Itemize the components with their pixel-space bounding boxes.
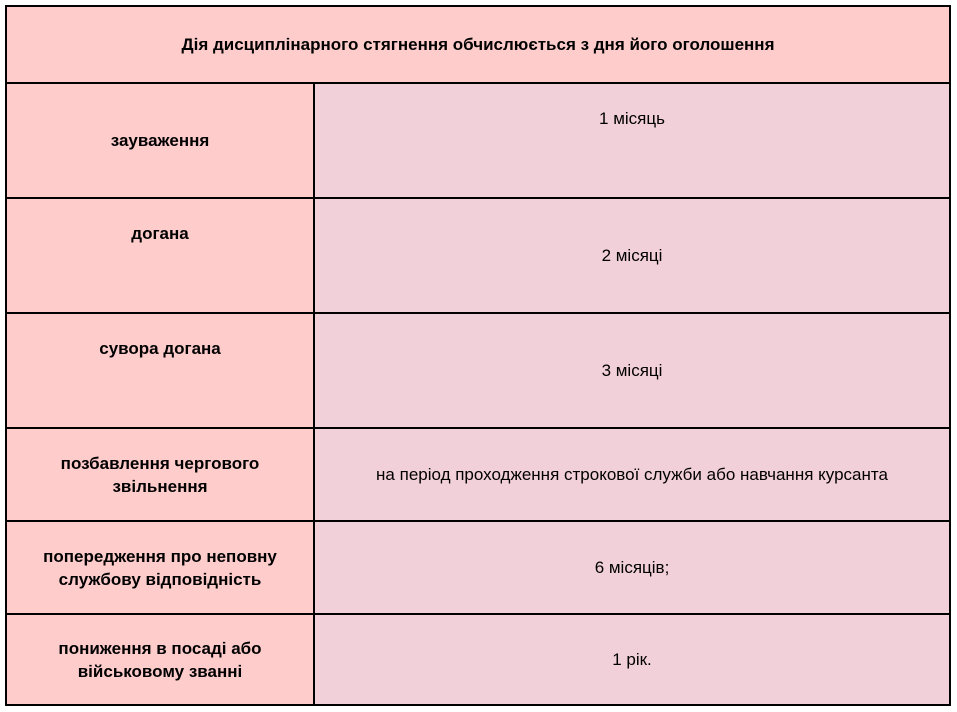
table-header [7,7,949,84]
penalty-label: позбавлення чергового звільнення [60,453,260,496]
penalty-label: догана [131,224,189,243]
penalty-label: зауваження [110,131,210,150]
duration-cell [315,84,949,197]
duration-cell [315,199,949,312]
penalty-label: попередження про неповну службову відповідність [43,546,277,589]
table-row [7,429,949,522]
penalty-cell [7,84,315,197]
penalty-cell [7,429,315,520]
table-title: Дія дисциплінарного стягнення обчислюється з дня його оголошення [181,34,775,54]
table-row [7,314,949,429]
table-row [7,615,949,704]
penalty-cell [7,615,315,704]
penalty-label: сувора догана [99,339,221,358]
table-row [7,199,949,314]
duration-cell [315,314,949,427]
duration-cell [315,429,949,520]
table-row [7,84,949,199]
penalty-cell [7,522,315,613]
duration-value: 1 рік. [612,650,652,669]
table-row [7,522,949,615]
duration-value: 3 місяці [601,361,663,380]
penalty-label: пониження в посаді або військовому званні [58,638,262,681]
duration-value: 1 місяць [599,109,665,128]
discipline-table [5,5,951,706]
penalty-cell [7,199,315,312]
duration-cell [315,522,949,613]
duration-value: 6 місяців; [594,558,670,577]
duration-cell [315,615,949,704]
duration-value: 2 місяці [601,246,663,265]
penalty-cell [7,314,315,427]
duration-value: на період проходження строкової служби або навчання курсанта [376,465,888,484]
